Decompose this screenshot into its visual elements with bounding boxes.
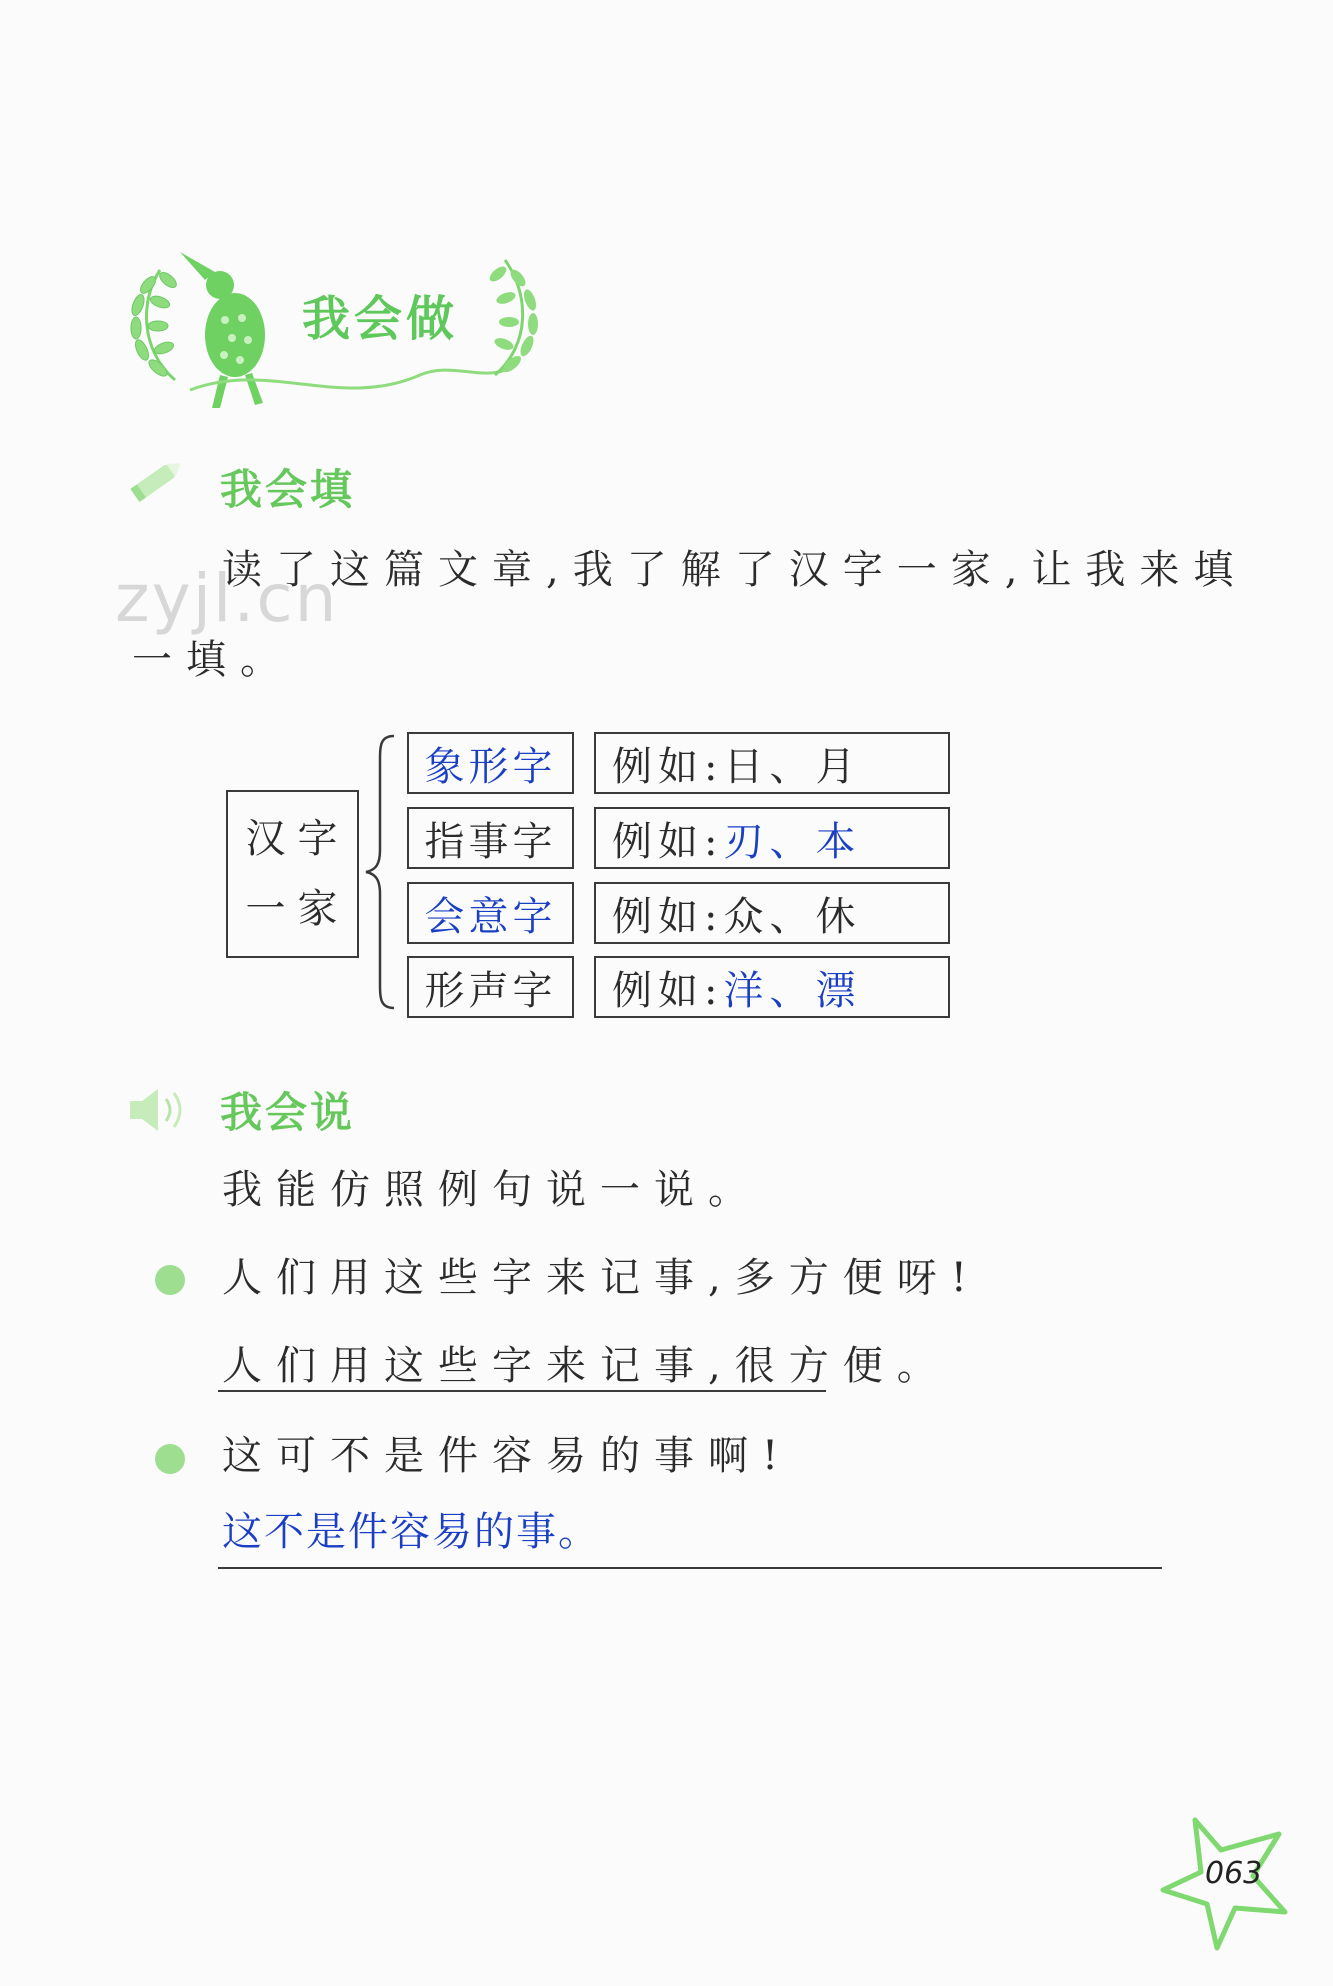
char-type-box: 会意字 <box>407 882 574 944</box>
example-prefix: 例如: <box>612 818 724 865</box>
char-type-box: 象形字 <box>407 732 574 794</box>
example-value: 刃、本 <box>723 818 862 865</box>
example-value: 日、月 <box>723 743 862 790</box>
say-instruction: 我能仿照例句说一说。 <box>222 1167 762 1213</box>
say-prompt-2: 这可不是件容易的事啊! <box>222 1433 793 1479</box>
example-prefix: 例如: <box>612 893 724 940</box>
example-prefix: 例如: <box>612 743 724 790</box>
watermark: zyjl.cn <box>115 560 339 637</box>
fill-intro-line1: 读了这篇文章,我了解了汉字一家,让我来填 <box>222 547 1248 593</box>
pencil-icon <box>128 452 186 508</box>
char-type-box: 形声字 <box>407 956 574 1018</box>
example-value: 洋、漂 <box>723 967 862 1014</box>
curly-brace-icon <box>362 732 402 1012</box>
example-value: 众、休 <box>723 893 862 940</box>
say-prompt-1: 人们用这些字来记事,多方便呀! <box>222 1255 981 1301</box>
char-type-box: 指事字 <box>407 807 574 869</box>
fill-intro-line2: 一填。 <box>132 637 294 683</box>
answer-line-1 <box>218 1390 826 1392</box>
say-answer-2: 这不是件容易的事。 <box>222 1509 600 1555</box>
say-answer-1: 人们用这些字来记事,很方便。 <box>222 1343 951 1389</box>
answer-line-2 <box>218 1567 1162 1569</box>
root-label-line2: 一家 <box>245 886 350 932</box>
example-box <box>594 807 950 869</box>
example-box <box>594 882 950 944</box>
speaker-icon <box>126 1085 192 1135</box>
example-box <box>594 732 950 794</box>
fill-section-title: 我会填 <box>220 465 356 514</box>
root-label-line1: 汉字 <box>245 816 350 862</box>
bullet-2 <box>155 1444 185 1474</box>
section-header-title: 我会做 <box>302 291 459 347</box>
root-box <box>226 790 359 958</box>
say-section-title: 我会说 <box>220 1088 356 1137</box>
page-number: 063 <box>1205 1856 1263 1891</box>
example-box <box>594 956 950 1018</box>
example-prefix: 例如: <box>612 967 724 1014</box>
bullet-1 <box>155 1265 185 1295</box>
